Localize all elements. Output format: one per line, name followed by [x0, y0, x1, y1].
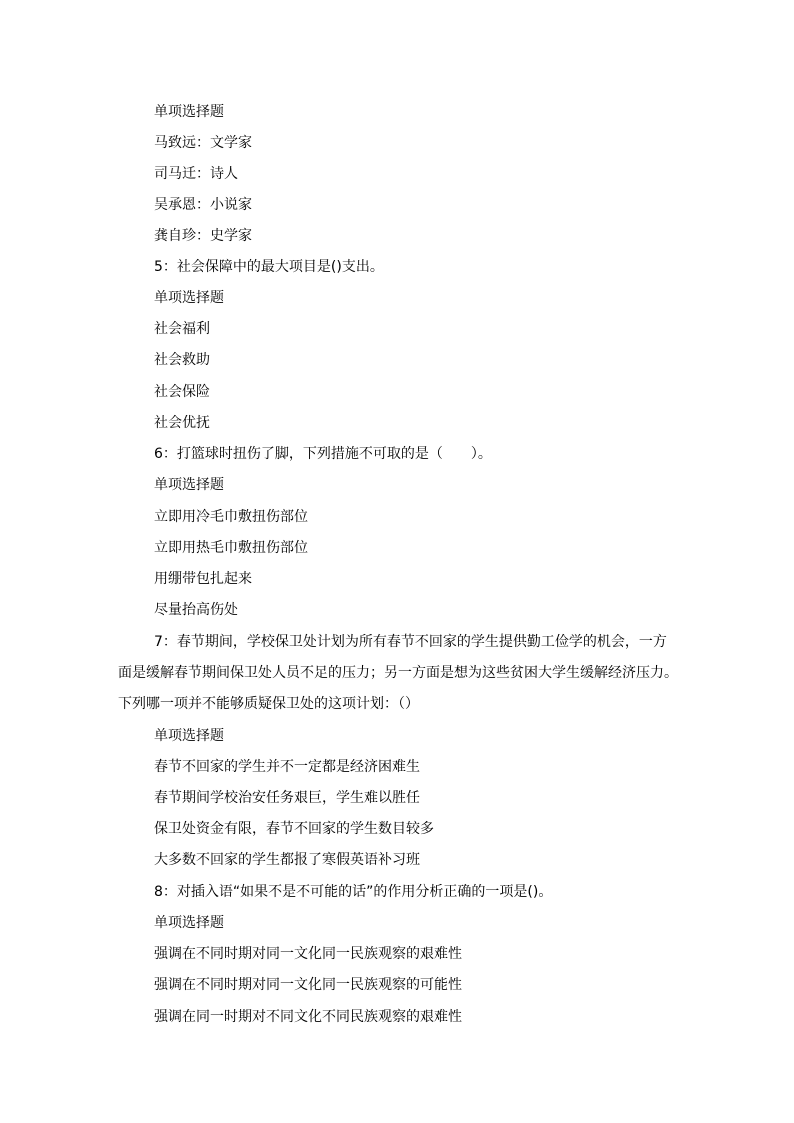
option-b: 司马迁：诗人	[154, 166, 238, 182]
question-type-label: 单项选择题	[154, 104, 224, 120]
option-c: 保卫处资金有限，春节不回家的学生数目较多	[154, 821, 434, 837]
option-b: 强调在不同时期对同一文化同一民族观察的可能性	[154, 977, 462, 993]
question-type-label: 单项选择题	[154, 477, 224, 493]
option-a: 春节不回家的学生并不一定都是经济困难生	[154, 759, 420, 775]
question-stem-line-2: 面是缓解春节期间保卫处人员不足的压力；另一方面是想为这些贫困大学生缓解经济压力。	[118, 665, 678, 681]
option-a: 社会福利	[154, 321, 210, 337]
option-b: 春节期间学校治安任务艰巨，学生难以胜任	[154, 790, 420, 806]
option-d: 尽量抬高伤处	[154, 602, 238, 618]
question-stem: 5：社会保障中的最大项目是()支出。	[154, 259, 384, 275]
question-stem-line-1: 7：春节期间，学校保卫处计划为所有春节不回家的学生提供勤工俭学的机会，一方	[154, 634, 667, 650]
option-a: 立即用冷毛巾敷扭伤部位	[154, 509, 308, 525]
option-c: 吴承恩：小说家	[154, 197, 252, 213]
question-stem: 8：对插入语“如果不是不可能的话”的作用分析正确的一项是()。	[154, 884, 553, 900]
option-d: 大多数不回家的学生都报了寒假英语补习班	[154, 852, 420, 868]
question-type-label: 单项选择题	[154, 728, 224, 744]
question-type-label: 单项选择题	[154, 915, 224, 931]
option-c: 强调在同一时期对不同文化不同民族观察的艰难性	[154, 1009, 462, 1025]
option-a: 马致远：文学家	[154, 135, 252, 151]
option-d: 社会优抚	[154, 415, 210, 431]
option-a: 强调在不同时期对同一文化同一民族观察的艰难性	[154, 946, 462, 962]
question-stem-line-3: 下列哪一项并不能够质疑保卫处的这项计划：（）	[118, 696, 419, 712]
question-stem: 6：打篮球时扭伤了脚，下列措施不可取的是（ ）。	[154, 446, 492, 462]
question-type-label: 单项选择题	[154, 290, 224, 306]
option-c: 社会保险	[154, 384, 210, 400]
option-c: 用绷带包扎起来	[154, 571, 252, 587]
option-b: 社会救助	[154, 352, 210, 368]
option-b: 立即用热毛巾敷扭伤部位	[154, 540, 308, 556]
option-d: 龚自珍：史学家	[154, 228, 252, 244]
